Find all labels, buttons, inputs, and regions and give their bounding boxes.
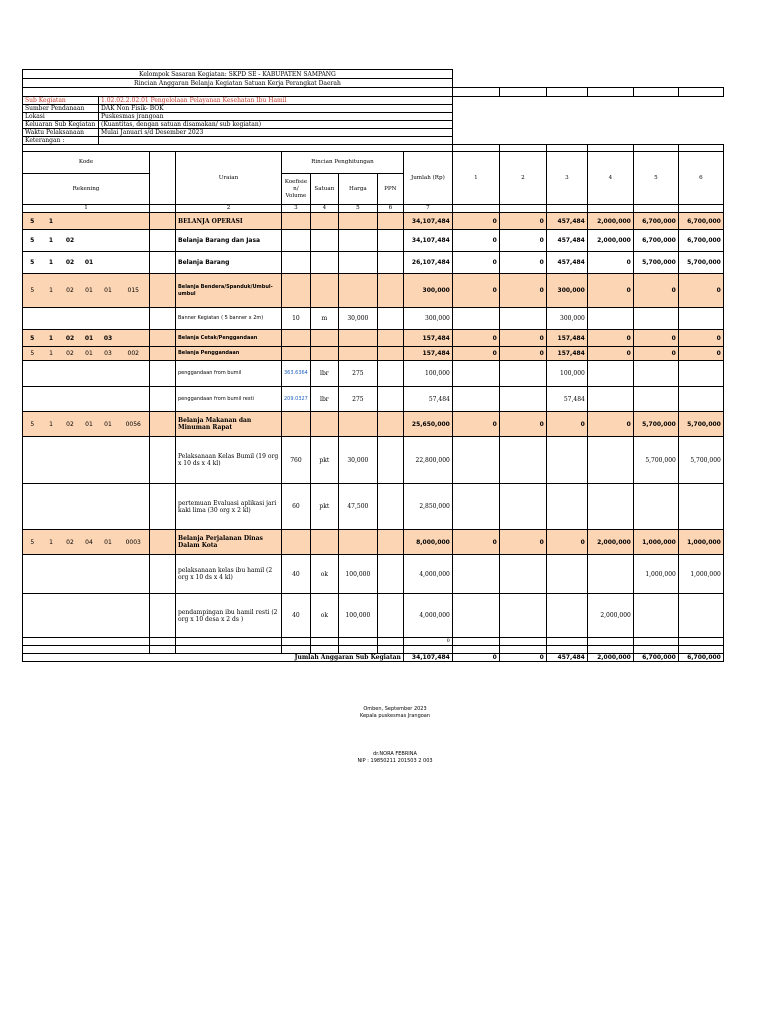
uraian-text: Pelaksanaan Kelas Bumil (19 org x 10 ds x 4 kl): [176, 437, 282, 484]
month-value: [587, 361, 633, 387]
month-value: 0: [587, 252, 633, 274]
account-code: 03: [99, 347, 118, 361]
account-code: 1: [42, 252, 61, 274]
month-value: 2,000,000: [587, 213, 633, 230]
account-code: 1: [42, 274, 61, 308]
account-code: 1: [42, 213, 61, 230]
uraian-text: Belanja Barang dan Jasa: [176, 230, 282, 252]
month-value: 0: [587, 274, 633, 308]
column-number: 1: [23, 205, 150, 213]
account-row: [23, 252, 724, 274]
month-value: 2,000,000: [587, 594, 633, 638]
month-value: 6,700,000: [678, 230, 723, 252]
signature-position: Kepala puskesmas Jrangoan: [359, 713, 431, 719]
month-value: [678, 594, 723, 638]
uraian-text: Belanja Barang: [176, 252, 282, 274]
month-value: 157,484: [546, 330, 587, 347]
item-row: [23, 484, 724, 530]
jumlah-value: 100,000: [403, 361, 452, 387]
account-code: 5: [23, 213, 42, 230]
month-value: 0: [546, 530, 587, 555]
uraian-text: Belanja Cetak/Penggandaan: [176, 330, 282, 347]
harga-value: 30,000: [338, 437, 377, 484]
info-label: Keluaran Sub Kegiatan: [23, 121, 99, 129]
account-row: [23, 230, 724, 252]
header-month: 5: [633, 152, 678, 205]
month-value: 100,000: [546, 361, 587, 387]
column-number: 6: [377, 205, 403, 213]
account-code: 04: [80, 530, 99, 555]
info-label: Keterangan :: [23, 137, 99, 145]
account-code: [118, 230, 150, 252]
column-number: 3: [282, 205, 311, 213]
month-value: 0: [633, 274, 678, 308]
title-skpd: Kelompok Sasaran Kegiatan: SKPD SE - KABUPATEN SAMPANG: [23, 70, 453, 79]
uraian-text: penggandaan from bumil: [176, 361, 282, 387]
satuan-value: ok: [310, 555, 338, 594]
account-code: 01: [99, 412, 118, 437]
month-value: 5,700,000: [678, 412, 723, 437]
month-value: 6,700,000: [633, 230, 678, 252]
koefisien-value: 363.6364: [282, 361, 311, 387]
jumlah-value: 4,000,000: [403, 555, 452, 594]
month-value: 0: [499, 213, 546, 230]
info-value: [99, 137, 453, 145]
month-value: [546, 594, 587, 638]
jumlah-value: 25,650,000: [403, 412, 452, 437]
month-value: [633, 387, 678, 412]
account-code: 5: [23, 274, 42, 308]
column-number: 5: [338, 205, 377, 213]
jumlah-value: 157,484: [403, 347, 452, 361]
month-value: [452, 387, 499, 412]
account-code: [118, 252, 150, 274]
header-month: 6: [678, 152, 723, 205]
total-month-value: 6,700,000: [633, 654, 678, 662]
uraian-text: Belanja Bendera/Spanduk/Umbul-umbul: [176, 274, 282, 308]
account-code: [99, 213, 118, 230]
month-value: [452, 308, 499, 330]
harga-value: 100,000: [338, 594, 377, 638]
blank-row: [23, 646, 724, 654]
satuan-value: lbr: [310, 361, 338, 387]
koefisien-value: 10: [282, 308, 311, 330]
month-value: 5,700,000: [678, 252, 723, 274]
month-value: 1,000,000: [678, 530, 723, 555]
month-value: [678, 484, 723, 530]
satuan-value: m: [310, 308, 338, 330]
account-code: 5: [23, 230, 42, 252]
month-value: 2,000,000: [587, 230, 633, 252]
account-code: 02: [61, 412, 80, 437]
month-value: [452, 555, 499, 594]
month-value: 5,700,000: [633, 252, 678, 274]
header-uraian: Uraian: [176, 152, 282, 205]
account-code: 01: [80, 412, 99, 437]
header-satuan: Satuan: [310, 174, 338, 205]
month-value: [587, 484, 633, 530]
month-value: 0: [633, 347, 678, 361]
month-value: [452, 361, 499, 387]
month-value: [546, 437, 587, 484]
month-value: 6,700,000: [678, 213, 723, 230]
month-value: 300,000: [546, 274, 587, 308]
header-koefisien: Koefisie n/ Volume: [282, 174, 311, 205]
account-code: 1: [42, 347, 61, 361]
month-value: 2,000,000: [587, 530, 633, 555]
jumlah-value: 0: [403, 638, 452, 646]
month-value: [452, 484, 499, 530]
header-month: 1: [452, 152, 499, 205]
month-value: 5,700,000: [678, 437, 723, 484]
header-month: 2: [499, 152, 546, 205]
month-value: [678, 361, 723, 387]
month-value: 0: [452, 274, 499, 308]
harga-value: 47,500: [338, 484, 377, 530]
header-jumlah: Jumlah (Rp): [403, 152, 452, 205]
jumlah-value: 26,107,484: [403, 252, 452, 274]
month-value: [587, 437, 633, 484]
month-value: [587, 308, 633, 330]
signature-nip: NIP : 19850211 201503 2 003: [357, 758, 433, 764]
info-row: [23, 113, 724, 121]
column-number: 7: [403, 205, 452, 213]
koefisien-value: 760: [282, 437, 311, 484]
uraian-text: Belanja Perjalanan Dinas Dalam Kota: [176, 530, 282, 555]
month-value: 0: [499, 347, 546, 361]
month-value: 5,700,000: [633, 437, 678, 484]
header-month: 4: [587, 152, 633, 205]
month-value: 0: [452, 530, 499, 555]
budget-table: [22, 69, 724, 662]
column-number: 2: [176, 205, 282, 213]
account-code: 02: [61, 252, 80, 274]
month-value: [546, 484, 587, 530]
item-row: [23, 437, 724, 484]
info-row: [23, 121, 724, 129]
item-row: [23, 361, 724, 387]
account-code: 0056: [118, 412, 150, 437]
satuan-value: pkt: [310, 484, 338, 530]
info-value: Mulai Januari s/d Desember 2023: [99, 129, 453, 137]
info-label: Waktu Pelaksanaan: [23, 129, 99, 137]
info-row: [23, 97, 724, 105]
signature-place-date: Omben, September 2023: [363, 706, 427, 712]
account-code: 02: [61, 530, 80, 555]
group-row: [23, 330, 724, 347]
account-code: [99, 252, 118, 274]
month-value: [633, 308, 678, 330]
account-code: 02: [61, 347, 80, 361]
month-value: 0: [452, 330, 499, 347]
total-row: [23, 654, 724, 662]
month-value: 0: [499, 412, 546, 437]
harga-value: 30,000: [338, 308, 377, 330]
info-row: [23, 105, 724, 113]
info-value: Puskesmas jrangoan: [99, 113, 453, 121]
month-value: 0: [678, 330, 723, 347]
harga-value: 100,000: [338, 555, 377, 594]
month-value: [633, 361, 678, 387]
blank-row: [23, 638, 724, 646]
item-row: [23, 308, 724, 330]
info-value: DAK Non Fisik- BOK: [99, 105, 453, 113]
jumlah-value: 300,000: [403, 308, 452, 330]
jumlah-value: 300,000: [403, 274, 452, 308]
month-value: [452, 594, 499, 638]
group-row: [23, 347, 724, 361]
month-value: 0: [587, 330, 633, 347]
account-code: 01: [99, 530, 118, 555]
uraian-text: pelaksanaan kelas ibu hamil (2 org x 10 ds x 4 kl): [176, 555, 282, 594]
month-value: [678, 387, 723, 412]
month-value: [499, 437, 546, 484]
month-value: [499, 308, 546, 330]
group-row: [23, 274, 724, 308]
month-value: 0: [452, 230, 499, 252]
koefisien-value: 40: [282, 594, 311, 638]
total-jumlah: 34,107,484: [403, 654, 452, 662]
month-value: 0: [499, 274, 546, 308]
account-code: 5: [23, 412, 42, 437]
item-row: [23, 594, 724, 638]
month-value: 300,000: [546, 308, 587, 330]
column-number: 4: [310, 205, 338, 213]
account-code: 01: [80, 274, 99, 308]
total-month-value: 6,700,000: [678, 654, 723, 662]
jumlah-value: 8,000,000: [403, 530, 452, 555]
koefisien-value: 209.0327: [282, 387, 311, 412]
month-value: 0: [452, 252, 499, 274]
info-label: Sub Kegiatan: [23, 97, 99, 105]
harga-value: 275: [338, 387, 377, 412]
total-label: Jumlah Anggaran Sub Kegiatan: [23, 654, 404, 662]
header-month: 3: [546, 152, 587, 205]
account-code: 5: [23, 252, 42, 274]
month-value: [587, 555, 633, 594]
uraian-text: pertemuan Evaluasi aplikasi jari kaki lima (30 org x 2 kl): [176, 484, 282, 530]
month-value: 0: [499, 230, 546, 252]
account-code: 02: [61, 330, 80, 347]
account-code: [118, 213, 150, 230]
account-code: 01: [80, 252, 99, 274]
month-value: [499, 594, 546, 638]
month-value: [546, 555, 587, 594]
month-value: [452, 437, 499, 484]
account-code: [118, 330, 150, 347]
month-value: [499, 555, 546, 594]
month-value: 157,484: [546, 347, 587, 361]
group-row: [23, 213, 724, 230]
jumlah-value: 2,850,000: [403, 484, 452, 530]
info-label: Sumber Pendanaan: [23, 105, 99, 113]
satuan-value: pkt: [310, 437, 338, 484]
uraian-text: pendampingan ibu hamil resti (2 org x 10 desa x 2 ds ): [176, 594, 282, 638]
account-code: 02: [61, 274, 80, 308]
total-month-value: 0: [499, 654, 546, 662]
jumlah-value: 34,107,484: [403, 230, 452, 252]
month-value: [499, 387, 546, 412]
month-value: 457,484: [546, 213, 587, 230]
info-value: 1.02.02.2.02.01 Pengelolaan Pelayanan Kesehatan Ibu Hamil: [99, 97, 453, 105]
month-value: [633, 484, 678, 530]
month-value: 0: [546, 412, 587, 437]
month-value: 0: [452, 347, 499, 361]
month-value: 0: [587, 412, 633, 437]
month-value: 0: [452, 213, 499, 230]
account-code: 1: [42, 530, 61, 555]
group-row: [23, 412, 724, 437]
month-value: 0: [499, 530, 546, 555]
jumlah-value: 57,484: [403, 387, 452, 412]
month-value: 1,000,000: [633, 555, 678, 594]
month-value: 0: [678, 274, 723, 308]
account-code: 015: [118, 274, 150, 308]
month-value: 57,484: [546, 387, 587, 412]
uraian-text: BELANJA OPERASI: [176, 213, 282, 230]
account-code: 01: [99, 274, 118, 308]
account-code: 5: [23, 347, 42, 361]
month-value: 0: [499, 252, 546, 274]
month-value: 457,484: [546, 230, 587, 252]
account-code: 0003: [118, 530, 150, 555]
account-code: [61, 213, 80, 230]
month-value: 0: [452, 412, 499, 437]
header-harga: Harga: [338, 174, 377, 205]
month-value: 0: [587, 347, 633, 361]
account-code: [80, 213, 99, 230]
month-value: [678, 308, 723, 330]
account-code: [99, 230, 118, 252]
account-code: 01: [80, 330, 99, 347]
account-code: 03: [99, 330, 118, 347]
info-label: Lokasi: [23, 113, 99, 121]
jumlah-value: 22,800,000: [403, 437, 452, 484]
uraian-text: Banner Kegiatan ( 5 banner x 2m): [176, 308, 282, 330]
info-row: [23, 137, 724, 145]
jumlah-value: 4,000,000: [403, 594, 452, 638]
satuan-value: lbr: [310, 387, 338, 412]
jumlah-value: 34,107,484: [403, 213, 452, 230]
month-value: 1,000,000: [633, 530, 678, 555]
month-value: 457,484: [546, 252, 587, 274]
month-value: 0: [499, 330, 546, 347]
uraian-text: penggandaan from bumil resti: [176, 387, 282, 412]
header-ppn: PPN: [377, 174, 403, 205]
account-code: 5: [23, 330, 42, 347]
jumlah-value: 157,484: [403, 330, 452, 347]
account-code: [80, 230, 99, 252]
info-row: [23, 129, 724, 137]
info-value: (Kuantitas, dengan satuan disamakan/ sub kegiatan): [99, 121, 453, 129]
header-rincian: Rincian Penghitungan: [282, 152, 404, 174]
month-value: 0: [633, 330, 678, 347]
koefisien-value: 60: [282, 484, 311, 530]
total-month-value: 0: [452, 654, 499, 662]
uraian-text: Belanja Makanan dan Minuman Rapat: [176, 412, 282, 437]
month-value: [499, 361, 546, 387]
uraian-text: Belanja Penggandaan: [176, 347, 282, 361]
signature-name: dr.NORA FEBRINA: [373, 751, 417, 757]
title-rincian: Rincian Anggaran Belanja Kegiatan Satuan Kerja Perangkat Daerah: [23, 79, 453, 88]
item-row: [23, 555, 724, 594]
header-kode: Kode: [23, 152, 150, 174]
month-value: 5,700,000: [633, 412, 678, 437]
koefisien-value: 40: [282, 555, 311, 594]
month-value: 0: [678, 347, 723, 361]
header-rekening: Rekening: [23, 174, 150, 205]
harga-value: 275: [338, 361, 377, 387]
account-code: 1: [42, 330, 61, 347]
account-code: 5: [23, 530, 42, 555]
item-row: [23, 387, 724, 412]
satuan-value: ok: [310, 594, 338, 638]
account-code: 01: [80, 347, 99, 361]
month-value: [499, 484, 546, 530]
month-value: 6,700,000: [633, 213, 678, 230]
jumlah-value: [403, 646, 452, 654]
account-code: 002: [118, 347, 150, 361]
group-row: [23, 530, 724, 555]
month-value: [587, 387, 633, 412]
budget-sheet: [22, 69, 724, 662]
total-month-value: 2,000,000: [587, 654, 633, 662]
account-code: 1: [42, 412, 61, 437]
month-value: 1,000,000: [678, 555, 723, 594]
account-code: 02: [61, 230, 80, 252]
total-month-value: 457,484: [546, 654, 587, 662]
month-value: [633, 594, 678, 638]
account-code: 1: [42, 230, 61, 252]
